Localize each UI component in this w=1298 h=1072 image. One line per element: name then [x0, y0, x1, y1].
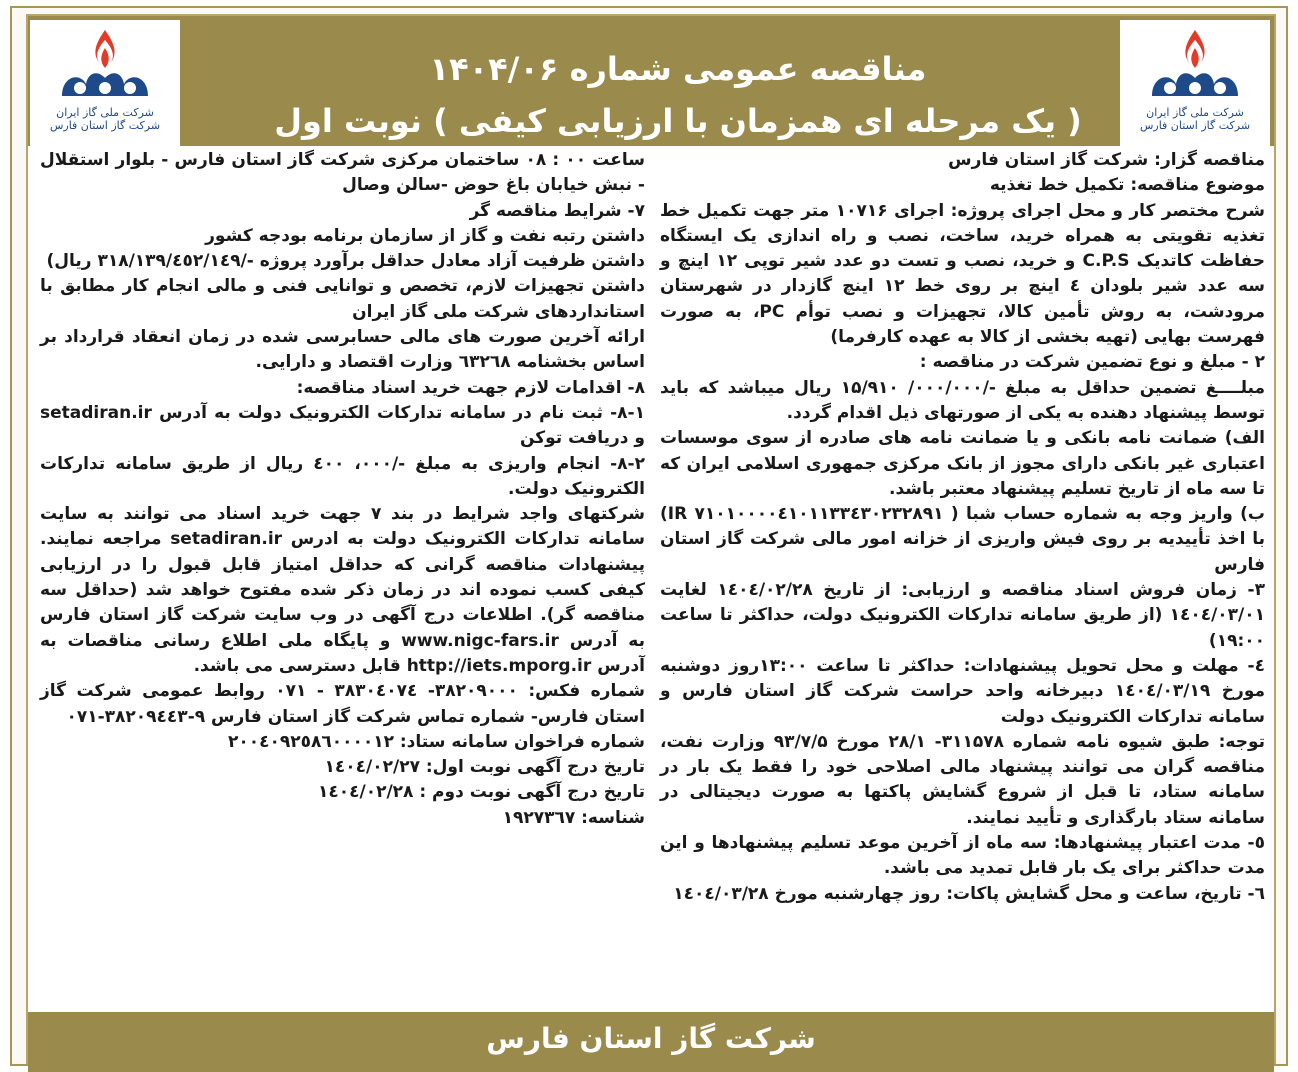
paragraph: تاریخ درج آگهی نوبت دوم : ۱٤۰٤/۰۲/۲۸	[317, 782, 645, 803]
paragraph: ١-٨- ثبت نام در سامانه تدارکات الکترونیک دولت به آدرس setadiran.ir و دریافت توکن	[40, 402, 645, 449]
paragraph: ساعت ۰۰ : ۰۸ ساختمان مرکزی شرکت گاز استان فارس - بلوار استقلال - نبش خیابان باغ حوض -سالن وصال	[40, 150, 646, 196]
paragraph: داشتن رتبه نفت و گاز از سازمان برنامه بودجه کشور	[205, 225, 645, 246]
paragraph: شناسه: ۱۹۲۷۳٦۷	[502, 807, 645, 828]
paragraph: ارائه آخرین صورت های مالی حسابرسی شده در زمان انعقاد قرارداد بر اساس بخشنامه ٦٣٢٦٨ وزارت اقتصاد و دارایی.	[40, 327, 645, 373]
logo-caption-2: شرکت گاز استان فارس	[49, 119, 161, 132]
paragraph: مبلــــغ تضمین حداقل به مبلغ -/۰۰۰/۰۰۰/ ۱۵/۹۱۰ ریال میباشد که باید توسط پیشنهاد دهنده به یکی از صورتهای ذیل اقدام گردد.	[660, 377, 1265, 423]
paragraph: ٧- شرایط مناقصه گر	[469, 200, 645, 221]
page-subtitle: ( یک مرحله ای همزمان با ارزیابی کیفی ) نوبت اول	[274, 102, 1082, 140]
nigc-logo-left	[30, 20, 180, 148]
paragraph: شماره فراخوان سامانه ستاد: ۲۰۰٤۰۹۲٥۸٦۰۰۰۰۱۲	[227, 731, 645, 752]
paragraph: ٢ - مبلغ و نوع تضمین شرکت در مناقصه :	[919, 352, 1265, 373]
left-column	[40, 148, 645, 831]
paragraph: مناقصه گزار: شرکت گاز استان فارس	[948, 150, 1265, 170]
logo-caption-1: شرکت ملی گاز ایران	[56, 106, 154, 119]
paragraph: شرح مختصر کار و محل اجرای پروژه: اجرای ۱۰۷۱۶ متر جهت تکمیل خط تغذیه تقویتی به همراه خرید، ساخت، نصب و راه اندازی یک ایستگاه حفاظت کاتدیک C.P.S و خرید، نصب و تست دو عدد شیر توپی ۱۲ اینچ و سه عدد شیر بلودان ٤ اینچ بر روی خط ۱۲ اینچ گازدار در شهرستان مرودشت، به روش تأمین کالا، تجهیزات و نصب توأم PC، به صورت فهرست بهایی (تهیه بخشی از کالا به عهده کارفرما)	[660, 200, 1266, 348]
footer-company: شرکت گاز استان فارس	[486, 1022, 816, 1055]
nigc-logo-right	[1120, 20, 1270, 148]
paragraph: ٥- مدت اعتبار پیشنهادها: سه ماه از آخرین موعد تسلیم پیشنهادها و این مدت حداکثر برای یک بار قابل تمدید می باشد.	[660, 833, 1265, 879]
paragraph: ٢-٨- انجام واریزی به مبلغ -/۰۰۰، ٤۰۰ ریال از طریق سامانه تدارکات الکترونیک دولت.	[40, 453, 645, 499]
paragraph: شماره فکس: ۳۸۲۰۹۰۰۰- ۳۸۳۰٤۰۷٤ - ۰۷۱ روابط عمومی شرکت گاز استان فارس- شماره تماس شرکت گاز استان فارس ۹-۳۸۲۰۹٤٤۳-۰۷۱	[40, 681, 645, 727]
paragraph: شرکتهای واجد شرایط در بند ۷ جهت خرید اسناد می توانند به سایت سامانه تدارکات الکترونیک دولت به ادرس setadiran.ir مراجعه نمایند. پیشنهادات مناقصه گرانی که حداقل امتیاز قابل قبول را در ارزیابی کیفی کسب نموده اند در زمان ذکر شده مفتوح خواهد شد (حداقل سه مناقصه گر). اطلاعات درج آگهی در وب سایت شرکت گاز استان فارس به آدرس www.nigc-fars.ir و پایگاه ملی اطلاع رسانی مناقصات به آدرس http://iets.mporg.ir قابل دسترسی می باشد.	[40, 504, 646, 676]
page-title: مناقصه عمومی شماره ۱۴۰۴/۰۶	[429, 50, 927, 88]
paragraph: موضوع مناقصه: تکمیل خط تغذیه	[989, 175, 1265, 196]
paragraph: ب) واریز وجه به شماره حساب شبا ( IR ۷۱۰۱۰۰۰۰٤۱۰۱۱۳۳٤۳۰۲۳۲۸۹۱) با اخذ تأییدیه بر روی فیش واریزی از خزانه امور مالی شرکت گاز استان فارس	[660, 504, 1266, 575]
paragraph: ٣- زمان فروش اسناد مناقصه و ارزیابی: از تاریخ ۱٤۰٤/۰۲/۲۸ لغایت ۱٤۰٤/۰۳/۰۱ (از طریق سامانه تدارکات الکترونیک دولت، حداکثر تا ساعت ۱۹:۰۰)	[660, 580, 1265, 651]
logo-caption-2: شرکت گاز استان فارس	[1139, 119, 1251, 132]
footer-band	[28, 1012, 1274, 1072]
paragraph: ٤- مهلت و محل تحویل پیشنهادات: حداکثر تا ساعت ۱۳:۰۰روز دوشنبه مورخ ۱٤۰٤/۰۳/۱۹ دبیرخانه واحد حراست شرکت گاز استان فارس و سامانه تدارکات الکترونیک دولت	[660, 655, 1265, 727]
logo-caption-1: شرکت ملی گاز ایران	[1146, 106, 1244, 119]
paragraph: تاریخ درج آگهی نوبت اول: ۱٤۰٤/۰۲/۲۷	[324, 757, 645, 778]
paragraph: ٨- اقدامات لازم جهت خرید اسناد مناقصه:	[296, 377, 645, 398]
paragraph: الف) ضمانت نامه بانکی و یا ضمانت نامه های صادره از سوی موسسات اعتباری غیر بانکی دارای مجوز از بانک مرکزی جمهوری اسلامی ایران که تا سه ماه از تاریخ تسلیم پیشنهاد معتبر باشد.	[660, 428, 1265, 499]
paragraph: ٦- تاریخ، ساعت و محل گشایش پاکات: روز چهارشنبه مورخ ۱٤۰٤/۰۳/۲۸	[673, 883, 1265, 904]
paragraph: داشتن ظرفیت آزاد معادل حداقل برآورد پروژه -/۳۱۸/۱۳۹/٤٥۲/۱٤۹ ریال)	[46, 251, 645, 272]
flame-logo-icon	[50, 26, 160, 106]
paragraph: توجه: طبق شیوه نامه شماره ۳۱۱۵۷۸- ۲۸/۱ مورخ ۹۳/۷/۵ وزارت نفت، مناقصه گران می توانند پیشنهاد مالی اصلاحی خود را فقط یک بار در سامانه ستاد، تا قبل از شروع گشایش پاکتها به صورت دیجیتالی در سامانه ستاد بارگذاری و تأیید نمایند.	[660, 731, 1265, 828]
header-band	[28, 16, 1274, 146]
right-column	[660, 148, 1265, 907]
paragraph: داشتن تجهیزات لازم، تخصص و توانایی فنی و مالی انجام کار مطابق با استانداردهای شرکت ملی گاز ایران	[40, 276, 645, 322]
flame-logo-icon	[1140, 26, 1250, 106]
